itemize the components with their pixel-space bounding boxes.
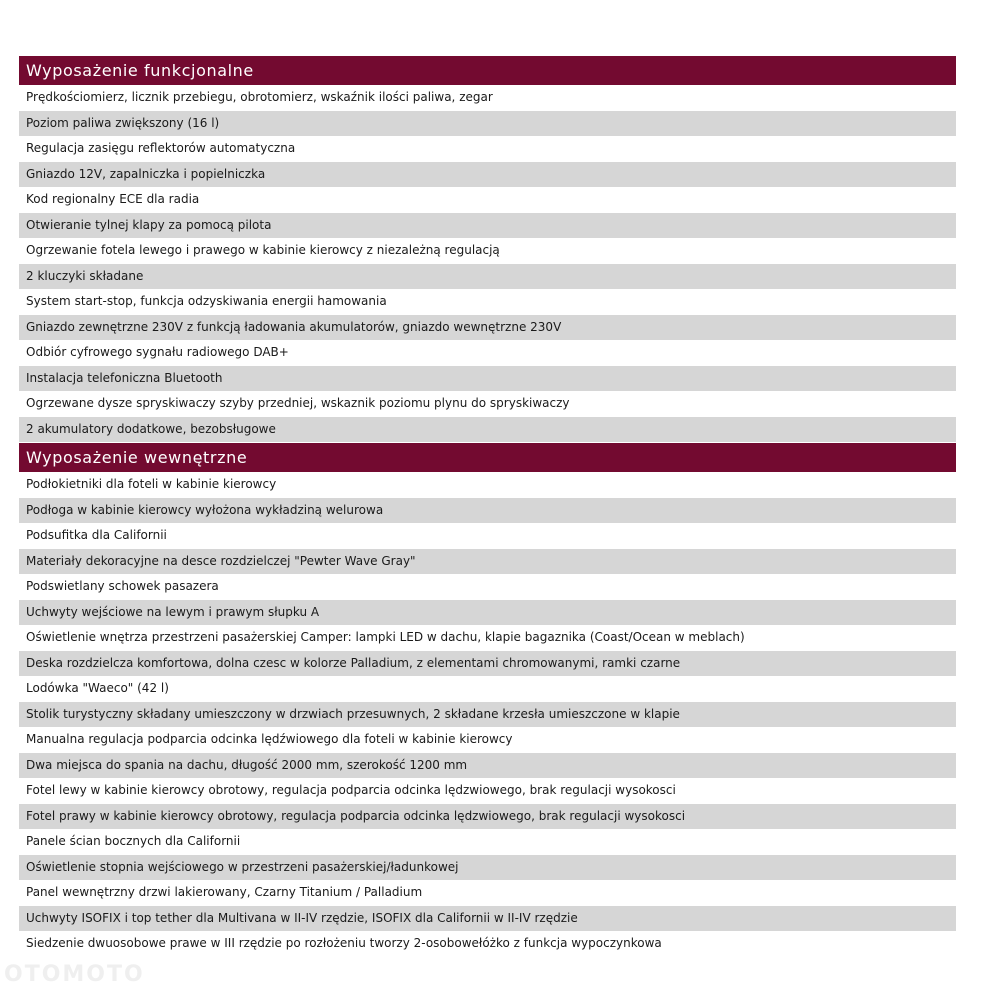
equipment-item: Podsufitka dla Californii	[19, 523, 956, 549]
section-header-functional: Wyposażenie funkcjonalne	[19, 56, 956, 85]
equipment-item: Oświetlenie stopnia wejściowego w przestrzeni pasażerskiej/ładunkowej	[19, 855, 956, 881]
equipment-item: Siedzenie dwuosobowe prawe w III rzędzie po rozłożeniu tworzy 2-osobowełóżko z funkcja wypoczynkowa	[19, 931, 956, 957]
equipment-item: System start-stop, funkcja odzyskiwania energii hamowania	[19, 289, 956, 315]
equipment-item: Ogrzewane dysze spryskiwaczy szyby przedniej, wskaznik poziomu plynu do spryskiwaczy	[19, 391, 956, 417]
equipment-item: Panele ścian bocznych dla Californii	[19, 829, 956, 855]
equipment-item: Poziom paliwa zwiększony (16 l)	[19, 111, 956, 137]
equipment-item: Lodówka "Waeco" (42 l)	[19, 676, 956, 702]
equipment-item: Podłokietniki dla foteli w kabinie kierowcy	[19, 472, 956, 498]
equipment-item: Otwieranie tylnej klapy za pomocą pilota	[19, 213, 956, 239]
equipment-item: Instalacja telefoniczna Bluetooth	[19, 366, 956, 392]
equipment-item: Regulacja zasięgu reflektorów automatyczna	[19, 136, 956, 162]
equipment-item: Manualna regulacja podparcia odcinka lędźwiowego dla foteli w kabinie kierowcy	[19, 727, 956, 753]
equipment-item: Prędkościomierz, licznik przebiegu, obrotomierz, wskaźnik ilości paliwa, zegar	[19, 85, 956, 111]
equipment-document	[19, 56, 956, 957]
watermark-logo: OTOMOTO	[4, 962, 145, 987]
equipment-item: Fotel lewy w kabinie kierowcy obrotowy, regulacja podparcia odcinka lędzwiowego, brak regulacji wysokosci	[19, 778, 956, 804]
equipment-item: Stolik turystyczny składany umieszczony w drzwiach przesuwnych, 2 składane krzesła umieszczone w klapie	[19, 702, 956, 728]
equipment-item: Fotel prawy w kabinie kierowcy obrotowy, regulacja podparcia odcinka lędzwiowego, brak regulacji wysokosci	[19, 804, 956, 830]
equipment-item: Panel wewnętrzny drzwi lakierowany, Czarny Titanium / Palladium	[19, 880, 956, 906]
equipment-item: Uchwyty ISOFIX i top tether dla Multivana w II-IV rzędzie, ISOFIX dla Californii w II-IV rzędzie	[19, 906, 956, 932]
equipment-item: Kod regionalny ECE dla radia	[19, 187, 956, 213]
functional-equipment-list	[19, 85, 956, 442]
equipment-item: Ogrzewanie fotela lewego i prawego w kabinie kierowcy z niezależną regulacją	[19, 238, 956, 264]
equipment-item: Odbiór cyfrowego sygnału radiowego DAB+	[19, 340, 956, 366]
equipment-item: Uchwyty wejściowe na lewym i prawym słupku A	[19, 600, 956, 626]
equipment-item: Deska rozdzielcza komfortowa, dolna czesc w kolorze Palladium, z elementami chromowanymi, ramki czarne	[19, 651, 956, 677]
equipment-item: Gniazdo zewnętrzne 230V z funkcją ładowania akumulatorów, gniazdo wewnętrzne 230V	[19, 315, 956, 341]
interior-equipment-list	[19, 472, 956, 957]
equipment-item: Oświetlenie wnętrza przestrzeni pasażerskiej Camper: lampki LED w dachu, klapie bagaznika (Coast/Ocean w meblach)	[19, 625, 956, 651]
equipment-item: Materiały dekoracyjne na desce rozdzielczej "Pewter Wave Gray"	[19, 549, 956, 575]
equipment-item: Podłoga w kabinie kierowcy wyłożona wykładziną welurowa	[19, 498, 956, 524]
equipment-item: Dwa miejsca do spania na dachu, długość 2000 mm, szerokość 1200 mm	[19, 753, 956, 779]
equipment-item: 2 kluczyki składane	[19, 264, 956, 290]
equipment-item: Podswietlany schowek pasazera	[19, 574, 956, 600]
equipment-item: 2 akumulatory dodatkowe, bezobsługowe	[19, 417, 956, 443]
equipment-item: Gniazdo 12V, zapalniczka i popielniczka	[19, 162, 956, 188]
section-header-interior: Wyposażenie wewnętrzne	[19, 443, 956, 472]
